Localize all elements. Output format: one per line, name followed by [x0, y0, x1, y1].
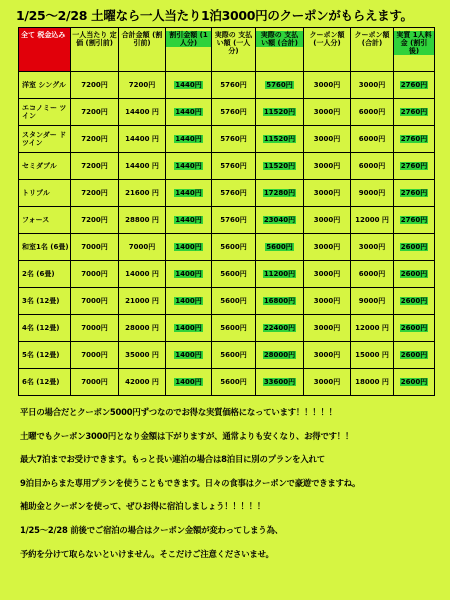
- cell-discount-amount: 1440円: [166, 153, 212, 180]
- cell-coupon-total: 3000円: [351, 234, 394, 261]
- table-row: [19, 234, 435, 261]
- cell-coupon-per-person: 3000円: [304, 315, 351, 342]
- cell-total-before-discount: 14400 円: [119, 99, 166, 126]
- cell-unit-price: 7000円: [71, 342, 119, 369]
- cell-actual-payment-per-person: 5600円: [212, 369, 256, 396]
- cell-effective-price: 2600円: [394, 315, 435, 342]
- cell-coupon-total: 9000円: [351, 180, 394, 207]
- cell-coupon-per-person: 3000円: [304, 288, 351, 315]
- table-row: [19, 99, 435, 126]
- header-coupon-per-person: クーポン額 (一人分): [304, 28, 351, 72]
- cell-unit-price: 7200円: [71, 180, 119, 207]
- cell-unit-price: 7000円: [71, 315, 119, 342]
- note-line: 土曜でもクーポン3000円となり金額は下がりますが、通常よりも安くなり、お得です！！: [20, 430, 354, 441]
- cell-coupon-total: 6000円: [351, 126, 394, 153]
- table-row: [19, 315, 435, 342]
- cell-unit-price: 7000円: [71, 288, 119, 315]
- cell-coupon-per-person: 3000円: [304, 153, 351, 180]
- cell-discount-amount: 1440円: [166, 72, 212, 99]
- cell-discount-amount: 1440円: [166, 126, 212, 153]
- cell-coupon-per-person: 3000円: [304, 72, 351, 99]
- cell-coupon-total: 15000 円: [351, 342, 394, 369]
- notes-section: [20, 406, 445, 571]
- cell-effective-price: 2760円: [394, 126, 435, 153]
- cell-discount-amount: 1400円: [166, 315, 212, 342]
- cell-unit-price: 7200円: [71, 99, 119, 126]
- note-line: 補助金とクーポンを使って、ぜひお得に宿泊しましょう！！！！！: [20, 501, 266, 512]
- cell-effective-price: 2600円: [394, 369, 435, 396]
- header-discount-amount: 割引金額 (1人分): [166, 28, 212, 72]
- cell-discount-amount: 1400円: [166, 234, 212, 261]
- cell-effective-price: 2760円: [394, 180, 435, 207]
- cell-coupon-per-person: 3000円: [304, 126, 351, 153]
- cell-effective-price: 2600円: [394, 261, 435, 288]
- table-row: [19, 369, 435, 396]
- cell-actual-payment-per-person: 5600円: [212, 315, 256, 342]
- cell-coupon-total: 12000 円: [351, 207, 394, 234]
- cell-actual-payment-per-person: 5600円: [212, 234, 256, 261]
- cell-actual-payment-total: 11520円: [256, 126, 304, 153]
- cell-total-before-discount: 21600 円: [119, 180, 166, 207]
- cell-actual-payment-total: 11520円: [256, 99, 304, 126]
- cell-actual-payment-per-person: 5600円: [212, 342, 256, 369]
- header-coupon-total: クーポン額 (合計): [351, 28, 394, 72]
- cell-actual-payment-total: 23040円: [256, 207, 304, 234]
- cell-discount-amount: 1400円: [166, 261, 212, 288]
- table-header-row: [19, 28, 435, 72]
- header-effective-price: 実質 1人料金 (割引後): [394, 28, 435, 72]
- table-row: [19, 126, 435, 153]
- cell-unit-price: 7200円: [71, 72, 119, 99]
- header-unit-price: 一人当たり 定価 (割引前): [71, 28, 119, 72]
- cell-room-type: 洋室 シングル: [19, 72, 71, 99]
- cell-unit-price: 7000円: [71, 261, 119, 288]
- cell-effective-price: 2760円: [394, 72, 435, 99]
- cell-discount-amount: 1440円: [166, 99, 212, 126]
- cell-effective-price: 2760円: [394, 99, 435, 126]
- table-row: [19, 153, 435, 180]
- cell-room-type: スタンダー ドツイン: [19, 126, 71, 153]
- page-title: 1/25～2/28 土曜なら一人当たり1泊3000円のクーポンがもらえます。: [16, 8, 413, 23]
- cell-coupon-total: 6000円: [351, 261, 394, 288]
- cell-unit-price: 7000円: [71, 369, 119, 396]
- note-line: 予約を分けて取らないといけません。そこだけご注意くださいませ。: [20, 548, 274, 559]
- table-row: [19, 180, 435, 207]
- cell-total-before-discount: 42000 円: [119, 369, 166, 396]
- cell-total-before-discount: 35000 円: [119, 342, 166, 369]
- cell-actual-payment-total: 33600円: [256, 369, 304, 396]
- cell-actual-payment-per-person: 5760円: [212, 126, 256, 153]
- cell-actual-payment-total: 5760円: [256, 72, 304, 99]
- cell-effective-price: 2600円: [394, 342, 435, 369]
- cell-actual-payment-total: 17280円: [256, 180, 304, 207]
- cell-room-type: 4名 (12畳): [19, 315, 71, 342]
- cell-coupon-per-person: 3000円: [304, 342, 351, 369]
- cell-discount-amount: 1400円: [166, 342, 212, 369]
- cell-effective-price: 2600円: [394, 234, 435, 261]
- cell-coupon-per-person: 3000円: [304, 99, 351, 126]
- cell-unit-price: 7200円: [71, 207, 119, 234]
- cell-coupon-total: 6000円: [351, 99, 394, 126]
- cell-effective-price: 2760円: [394, 207, 435, 234]
- cell-room-type: 2名 (6畳): [19, 261, 71, 288]
- cell-total-before-discount: 7200円: [119, 72, 166, 99]
- cell-unit-price: 7000円: [71, 234, 119, 261]
- cell-room-type: 6名 (12畳): [19, 369, 71, 396]
- header-total-before-discount: 合計金額 (割引前): [119, 28, 166, 72]
- cell-coupon-per-person: 3000円: [304, 234, 351, 261]
- header-tax-included: 全て 税金込み: [19, 28, 71, 72]
- cell-actual-payment-total: 5600円: [256, 234, 304, 261]
- table-row: [19, 72, 435, 99]
- cell-actual-payment-per-person: 5760円: [212, 153, 256, 180]
- table-row: [19, 342, 435, 369]
- cell-room-type: 3名 (12畳): [19, 288, 71, 315]
- note-line: 1/25～2/28 前後でご宿泊の場合はクーポン金額が変わってしまう為、: [20, 524, 283, 535]
- table-row: [19, 261, 435, 288]
- cell-total-before-discount: 14400 円: [119, 126, 166, 153]
- cell-discount-amount: 1400円: [166, 288, 212, 315]
- cell-total-before-discount: 21000 円: [119, 288, 166, 315]
- cell-discount-amount: 1400円: [166, 369, 212, 396]
- cell-actual-payment-total: 22400円: [256, 315, 304, 342]
- cell-room-type: エコノミー ツイン: [19, 99, 71, 126]
- cell-actual-payment-per-person: 5760円: [212, 72, 256, 99]
- cell-actual-payment-total: 11200円: [256, 261, 304, 288]
- cell-actual-payment-total: 16800円: [256, 288, 304, 315]
- cell-actual-payment-total: 28000円: [256, 342, 304, 369]
- price-table: [18, 27, 435, 396]
- note-line: 9泊目からまた専用プランを使うこともできます。日々の食事はクーポンで豪遊できますね。: [20, 477, 361, 488]
- header-actual-payment-total: 実際の 支払い額 (合計): [256, 28, 304, 72]
- cell-total-before-discount: 14000 円: [119, 261, 166, 288]
- cell-actual-payment-total: 11520円: [256, 153, 304, 180]
- cell-actual-payment-per-person: 5760円: [212, 99, 256, 126]
- cell-room-type: トリプル: [19, 180, 71, 207]
- cell-discount-amount: 1440円: [166, 180, 212, 207]
- cell-actual-payment-per-person: 5600円: [212, 261, 256, 288]
- cell-total-before-discount: 7000円: [119, 234, 166, 261]
- table-row: [19, 288, 435, 315]
- cell-unit-price: 7200円: [71, 126, 119, 153]
- cell-coupon-per-person: 3000円: [304, 207, 351, 234]
- cell-coupon-per-person: 3000円: [304, 180, 351, 207]
- cell-effective-price: 2760円: [394, 153, 435, 180]
- cell-actual-payment-per-person: 5760円: [212, 180, 256, 207]
- cell-room-type: フォース: [19, 207, 71, 234]
- cell-effective-price: 2600円: [394, 288, 435, 315]
- cell-discount-amount: 1440円: [166, 207, 212, 234]
- cell-coupon-total: 6000円: [351, 153, 394, 180]
- cell-coupon-per-person: 3000円: [304, 261, 351, 288]
- cell-coupon-total: 18000 円: [351, 369, 394, 396]
- cell-total-before-discount: 14400 円: [119, 153, 166, 180]
- cell-total-before-discount: 28000 円: [119, 315, 166, 342]
- cell-coupon-total: 12000 円: [351, 315, 394, 342]
- cell-unit-price: 7200円: [71, 153, 119, 180]
- note-line: 最大7泊までお受けできます。もっと長い連泊の場合は8泊目に別のプランを入れて: [20, 454, 325, 465]
- cell-total-before-discount: 28800 円: [119, 207, 166, 234]
- cell-room-type: 和室1名 (6畳): [19, 234, 71, 261]
- cell-actual-payment-per-person: 5600円: [212, 288, 256, 315]
- cell-actual-payment-per-person: 5760円: [212, 207, 256, 234]
- cell-room-type: セミダブル: [19, 153, 71, 180]
- cell-coupon-per-person: 3000円: [304, 369, 351, 396]
- cell-coupon-total: 3000円: [351, 72, 394, 99]
- note-line: 平日の場合だとクーポン5000円ずつなのでお得な実質価格になっています！！！！！: [20, 407, 337, 417]
- header-actual-payment-per-person: 実際の 支払い額 (一人分): [212, 28, 256, 72]
- cell-room-type: 5名 (12畳): [19, 342, 71, 369]
- cell-coupon-total: 9000円: [351, 288, 394, 315]
- table-row: [19, 207, 435, 234]
